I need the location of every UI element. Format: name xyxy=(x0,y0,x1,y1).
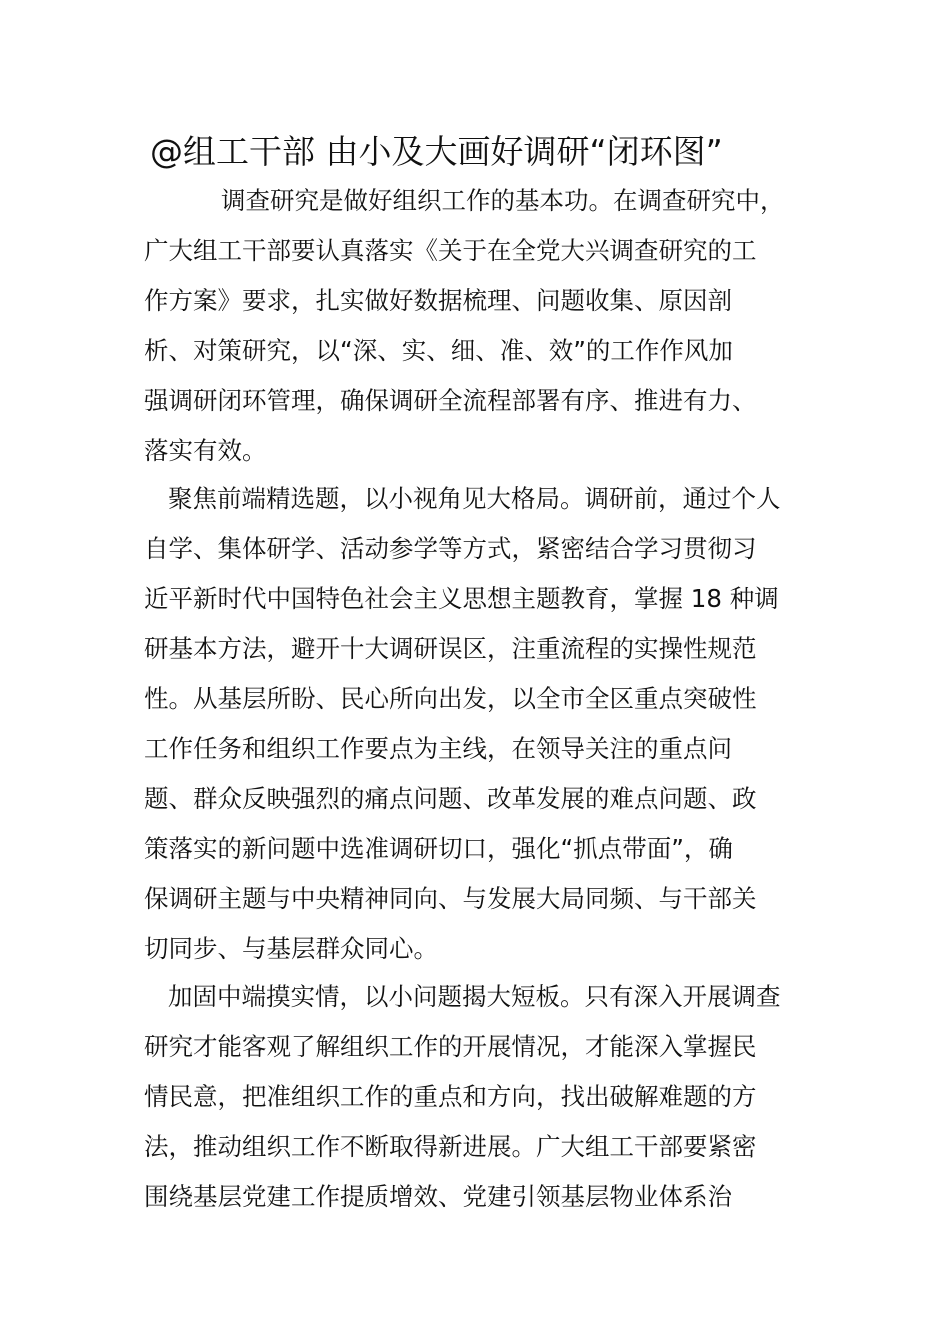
paragraph-line: 作方案》要求，扎实做好数据梳理、问题收集、原因剖 xyxy=(144,286,732,315)
paragraph-line: 研究才能客观了解组织工作的开展情况，才能深入掌握民 xyxy=(144,1032,757,1061)
paragraph-line: 加固中端摸实情，以小问题揭大短板。只有深入开展调查 xyxy=(168,982,781,1011)
paragraph-line: 情民意，把准组织工作的重点和方向，找出破解难题的方 xyxy=(144,1082,757,1111)
paragraph-midend xyxy=(144,972,812,1222)
paragraph-line: 调查研究是做好组织工作的基本功。在调查研究中， xyxy=(221,186,785,215)
paragraph-line: 题、群众反映强烈的痛点问题、改革发展的难点问题、政 xyxy=(144,784,757,813)
paragraph-line: 近平新时代中国特色社会主义思想主题教育，掌握 18 种调 xyxy=(144,584,779,613)
paragraph-line: 性。从基层所盼、民心所向出发，以全市全区重点突破性 xyxy=(144,684,757,713)
paragraph-frontend xyxy=(144,474,812,974)
paragraph-line: 研基本方法，避开十大调研误区，注重流程的实操性规范 xyxy=(144,634,757,663)
paragraph-line: 强调研闭环管理，确保调研全流程部署有序、推进有力、 xyxy=(144,386,757,415)
paragraph-line: 析、对策研究，以“深、实、细、准、效”的工作作风加 xyxy=(144,336,733,365)
paragraph-intro xyxy=(144,176,812,476)
paragraph-line: 法，推动组织工作不断取得新进展。广大组工干部要紧密 xyxy=(144,1132,757,1161)
paragraph-line: 工作任务和组织工作要点为主线，在领导关注的重点问 xyxy=(144,734,732,763)
paragraph-line: 落实有效。 xyxy=(144,436,267,465)
paragraph-line: 保调研主题与中央精神同向、与发展大局同频、与干部关 xyxy=(144,884,757,913)
paragraph-line: 策落实的新问题中选准调研切口，强化“抓点带面”，确 xyxy=(144,834,733,863)
document-title: @组工干部 由小及大画好调研“闭环图” xyxy=(150,132,723,171)
paragraph-line: 切同步、与基层群众同心。 xyxy=(144,934,438,963)
paragraph-line: 围绕基层党建工作提质增效、党建引领基层物业体系治 xyxy=(144,1182,732,1211)
paragraph-line: 聚焦前端精选题，以小视角见大格局。调研前，通过个人 xyxy=(168,484,781,513)
paragraph-line: 广大组工干部要认真落实《关于在全党大兴调查研究的工 xyxy=(144,236,757,265)
paragraph-line: 自学、集体研学、活动参学等方式，紧密结合学习贯彻习 xyxy=(144,534,757,563)
